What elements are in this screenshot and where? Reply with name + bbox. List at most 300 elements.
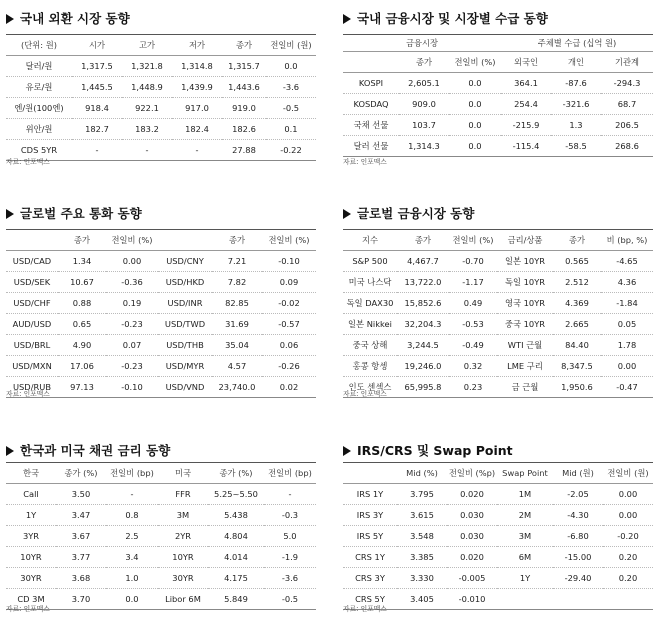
table-cell: 1,439.9 [172,77,222,98]
table-cell: 4.804 [208,526,264,547]
table-cell: 1,443.6 [222,77,266,98]
triangle-bullet-icon [343,446,351,456]
table-cell: 0.32 [449,356,497,377]
table-cell: -0.20 [603,526,653,547]
col-header: 개인 [551,52,601,73]
table-cell: 중국 상해 [343,335,397,356]
table-global-markets [343,229,653,398]
col-header: 종가 [397,230,449,251]
table-cell: 2.512 [553,272,601,293]
table-cell: USD/SEK [6,272,58,293]
table-cell: 1,448.9 [122,77,172,98]
table-cell: IRS 1Y [343,484,397,505]
table-cell: 3.548 [397,526,447,547]
table-cell: 254.4 [501,94,551,115]
table-cell: -0.10 [262,251,316,272]
col-header: 전일비 (bp) [106,463,158,484]
table-cell: 1,950.6 [561,382,593,392]
table-cell: - [95,145,99,155]
table-cell: USD/THB [158,335,212,356]
table-cell: LME 구리 [497,356,553,377]
table-cell: 0.020 [447,547,497,568]
table-cell: - [106,484,158,505]
table-cell: -2.05 [553,484,603,505]
table-global-currencies [6,229,316,398]
table-cell: 3.70 [71,594,91,604]
table-cell: 7.82 [212,272,262,293]
col-header: 종가 (%) [56,463,106,484]
col-header [158,230,212,251]
table-cell: 달러 선물 [353,141,389,151]
table-row [343,547,653,568]
table-row [6,119,316,140]
table-cell: 182.7 [72,119,122,140]
table-cell: KOSDAQ [343,94,399,115]
table-cell: 0.88 [58,293,106,314]
group-header: 주체별 수급 (십억 원) [501,35,653,52]
table-cell: 10.67 [58,272,106,293]
col-header: 전일비 (원) [603,463,653,484]
table-cell: 독일 DAX30 [343,293,397,314]
table-cell [497,589,553,610]
table-cell: -0.5 [281,594,299,604]
table-row [6,547,316,568]
table-cell: 미국 나스닥 [343,272,397,293]
table-cell: 65,995.8 [404,382,442,392]
table-cell: 2,605.1 [399,73,449,94]
table-cell: 1,314.8 [172,56,222,77]
table-cell: 0.05 [601,314,653,335]
table-cell: 1.0 [106,568,158,589]
col-header [343,52,399,73]
table-cell: 2.5 [106,526,158,547]
table-cell: 5.849 [224,594,248,604]
table-cell: 영국 10YR [497,293,553,314]
table-cell: KOSPI [343,73,399,94]
table-header-row [343,230,653,251]
table-cell: -15.00 [553,547,603,568]
table-cell: WTI 근월 [497,335,553,356]
table-row [343,251,653,272]
table-cell: 17.06 [58,356,106,377]
table-cell: -0.005 [447,568,497,589]
table-cell: 4.369 [553,293,601,314]
table-cell: -321.6 [551,94,601,115]
col-header: 종가 (%) [208,463,264,484]
table-cell: 27.88 [232,145,256,155]
table-cell: -29.40 [553,568,603,589]
table-cell: 0.0 [468,141,482,151]
table-cell: -0.57 [262,314,316,335]
table-cell: 중국 10YR [497,314,553,335]
col-header: 고가 [122,35,172,56]
table-cell: 독일 10YR [497,272,553,293]
col-header: 외국인 [501,52,551,73]
table-row [6,356,316,377]
source-note: 자료: 인포맥스 [6,158,50,166]
col-header [6,230,58,251]
table-cell: USD/TWD [158,314,212,335]
table-cell: 3.4 [106,547,158,568]
table-cell: 103.7 [399,115,449,136]
table-row [343,377,653,398]
panel-title: 한국과 미국 채권 금리 동향 [6,440,170,462]
table-header-row [6,230,316,251]
table-cell: 1.34 [58,251,106,272]
table-cell: CRS 1Y [343,547,397,568]
table-cell: 35.04 [212,335,262,356]
table-cell: USD/VND [165,382,205,392]
col-header: 전일비 (%) [106,230,158,251]
table-irs-crs-swap [343,462,653,610]
table-cell: 0.1 [266,119,316,140]
table-cell: 2.665 [553,314,601,335]
table-cell: 268.6 [615,141,639,151]
table-cell: 3.77 [56,547,106,568]
table-row [343,272,653,293]
table-row [6,98,316,119]
table-cell: 3.50 [56,484,106,505]
table-row [6,589,316,610]
col-header: 종가 [553,230,601,251]
table-cell: 0.20 [603,547,653,568]
table-cell: 5.438 [208,505,264,526]
table-cell: -215.9 [501,115,551,136]
table-cell [553,589,603,610]
col-header: 전일비 (%) [262,230,316,251]
table-cell: 0.0 [266,56,316,77]
table-row [343,136,653,157]
table-row [343,526,653,547]
table-cell: AUD/USD [6,314,58,335]
table-cell: USD/BRL [6,335,58,356]
group-header: 금융시장 [343,35,501,52]
table-row [6,335,316,356]
table-cell: 3.47 [56,505,106,526]
table-cell: - [145,145,149,155]
table-cell: -0.02 [262,293,316,314]
col-header: 전일비 (%p) [447,463,497,484]
table-cell: 위안/원 [6,119,72,140]
table-cell: -0.23 [106,356,158,377]
source-note: 자료: 인포맥스 [343,605,387,613]
table-header-row [343,52,653,73]
table-cell: -0.010 [458,594,486,604]
table-cell: -58.5 [565,141,587,151]
table-cell: 206.5 [601,115,653,136]
table-cell: 6M [497,547,553,568]
table-cell: 4.014 [208,547,264,568]
col-header: 전일비 (원) [266,35,316,56]
table-cell: -0.10 [121,382,143,392]
panel-title: 국내 금융시장 및 시장별 수급 동향 [343,8,548,30]
col-header: 종가 [399,52,449,73]
table-cell: 182.4 [172,119,222,140]
table-cell: S&P 500 [343,251,397,272]
table-cell: 3.615 [397,505,447,526]
table-domestic-market-flows [343,34,653,157]
table-cell: 0.00 [603,505,653,526]
table-cell: 5.25~5.50 [208,484,264,505]
table-row [6,314,316,335]
col-header: (단위: 원) [6,35,72,56]
table-cell: -0.70 [449,251,497,272]
col-header: 지수 [343,230,397,251]
panel-title: 국내 외환 시장 동향 [6,8,130,30]
col-header: Swap Point [497,463,553,484]
table-row [6,140,316,161]
table-cell: -0.36 [106,272,158,293]
table-cell: 0.19 [106,293,158,314]
table-cell: 일본 10YR [497,251,553,272]
triangle-bullet-icon [343,209,351,219]
table-cell: CD 3M [17,594,45,604]
table-cell: 1,314.3 [408,141,440,151]
table-cell: 0.02 [279,382,299,392]
table-cell: 0.06 [262,335,316,356]
table-cell: 909.0 [399,94,449,115]
table-cell: 인도 센섹스 [348,382,392,392]
table-cell: 홍콩 항셍 [343,356,397,377]
table-cell: 364.1 [501,73,551,94]
table-cell: -0.49 [449,335,497,356]
table-header-row [6,35,316,56]
table-cell: 4.57 [212,356,262,377]
panel-title: 글로벌 금융시장 동향 [343,203,474,225]
table-cell: -0.23 [106,314,158,335]
table-cell: 1.3 [551,115,601,136]
table-cell: 0.0 [449,94,501,115]
table-row [6,56,316,77]
table-cell: CRS 3Y [343,568,397,589]
table-header-row [6,463,316,484]
table-cell: 918.4 [72,98,122,119]
table-cell: 30YR [158,568,208,589]
table-cell: 0.565 [553,251,601,272]
table-row [343,115,653,136]
table-cell: 일본 Nikkei [343,314,397,335]
table-row [6,484,316,505]
table-cell: 국채 선물 [343,115,399,136]
table-cell: 15,852.6 [397,293,449,314]
source-note: 자료: 인포맥스 [6,605,50,613]
table-cell: 0.0 [449,73,501,94]
table-cell: 0.030 [447,505,497,526]
table-cell: 3.795 [397,484,447,505]
table-cell: 3.330 [397,568,447,589]
source-note: 자료: 인포맥스 [343,390,387,398]
table-cell: Libor 6M [165,594,201,604]
table-cell: 8,347.5 [553,356,601,377]
table-cell: -0.47 [616,382,638,392]
triangle-bullet-icon [6,446,14,456]
table-cell: -0.5 [266,98,316,119]
col-header [343,463,397,484]
table-row [343,73,653,94]
table-row [343,293,653,314]
col-header: 미국 [158,463,208,484]
table-cell: -1.17 [449,272,497,293]
col-header: 한국 [6,463,56,484]
table-cell: USD/INR [158,293,212,314]
table-cell: - [264,484,316,505]
table-row [343,94,653,115]
table-cell: 1Y [497,568,553,589]
table-cell: 0.020 [447,484,497,505]
col-header: 시가 [72,35,122,56]
table-group-header-row [343,35,653,52]
table-cell: 0.00 [603,484,653,505]
table-cell: 0.8 [106,505,158,526]
table-cell: -87.6 [551,73,601,94]
col-header: 금리/상품 [497,230,553,251]
col-header: 비 (bp, %) [601,230,653,251]
table-cell: -0.53 [449,314,497,335]
table-cell: 32,204.3 [397,314,449,335]
table-cell: 0.0 [449,115,501,136]
col-header: 종가 [212,230,262,251]
table-cell: 1,321.8 [122,56,172,77]
table-cell: 1.78 [601,335,653,356]
panel-title: 글로벌 주요 통화 동향 [6,203,142,225]
table-row [6,505,316,526]
table-row [343,568,653,589]
col-header: 저가 [172,35,222,56]
table-cell: -6.80 [553,526,603,547]
table-cell: 13,722.0 [397,272,449,293]
table-cell: 84.40 [553,335,601,356]
table-row [343,505,653,526]
table-cell: 0.49 [449,293,497,314]
table-row [6,251,316,272]
col-header: 전일비 (bp) [264,463,316,484]
table-cell: 23,740.0 [218,382,256,392]
table-row [343,314,653,335]
table-cell: Call [6,484,56,505]
table-cell: 3YR [6,526,56,547]
table-cell: 0.07 [106,335,158,356]
col-header: 종가 [58,230,106,251]
table-cell: CDS 5YR [20,145,58,155]
table-row [343,335,653,356]
table-cell: USD/CNY [158,251,212,272]
table-cell: 19,246.0 [397,356,449,377]
table-cell: 10YR [158,547,208,568]
table-cell: USD/RUB [12,382,52,392]
table-cell: 0.0 [125,594,139,604]
table-cell: 3.68 [56,568,106,589]
table-cell: 0.09 [262,272,316,293]
table-cell: 3M [497,526,553,547]
table-row [6,526,316,547]
table-cell: 4.90 [58,335,106,356]
table-cell: 922.1 [122,98,172,119]
table-cell: 3.385 [397,547,447,568]
table-cell: 10YR [6,547,56,568]
table-cell: CRS 5Y [355,594,385,604]
col-header: 기관계 [601,52,653,73]
table-cell: -3.6 [266,77,316,98]
table-row [6,293,316,314]
table-cell: 0.20 [603,568,653,589]
table-row [343,589,653,610]
table-header-row [343,463,653,484]
table-cell: 82.85 [212,293,262,314]
table-cell: FFR [158,484,208,505]
table-cell: IRS 5Y [343,526,397,547]
table-cell: 3.405 [410,594,434,604]
table-cell: -3.6 [264,568,316,589]
panel-title: IRS/CRS 및 Swap Point [343,440,513,462]
table-cell: 엔/원(100엔) [6,98,72,119]
table-cell: 0.00 [106,251,158,272]
table-cell: 0.23 [463,382,483,392]
table-cell: 7.21 [212,251,262,272]
col-header: 종가 [222,35,266,56]
table-cell: 달러/원 [6,56,72,77]
triangle-bullet-icon [343,14,351,24]
table-cell: -4.30 [553,505,603,526]
table-cell: 917.0 [172,98,222,119]
table-cell: 유로/원 [6,77,72,98]
source-note: 자료: 인포맥스 [6,390,50,398]
table-cell: USD/HKD [158,272,212,293]
table-cell: USD/CAD [6,251,58,272]
table-cell: USD/MYR [158,356,212,377]
table-cell: 1Y [6,505,56,526]
table-cell: 2M [497,505,553,526]
table-cell: 3.67 [56,526,106,547]
table-cell: 97.13 [70,382,94,392]
table-cell: 1,315.7 [222,56,266,77]
table-row [343,484,653,505]
table-cell: USD/CHF [6,293,58,314]
table-cell: -0.3 [264,505,316,526]
table-cell: 31.69 [212,314,262,335]
table-cell: 1,317.5 [72,56,122,77]
table-cell: 183.2 [122,119,172,140]
triangle-bullet-icon [6,209,14,219]
source-note: 자료: 인포맥스 [343,158,387,166]
table-cell: 4.36 [601,272,653,293]
table-cell: 1,445.5 [72,77,122,98]
table-cell: 0.00 [601,356,653,377]
table-cell: 5.0 [264,526,316,547]
table-cell: - [195,145,199,155]
table-row [6,377,316,398]
col-header: 전일비 (%) [449,230,497,251]
table-cell: 0.65 [58,314,106,335]
table-domestic-fx [6,34,316,161]
table-cell: 1M [497,484,553,505]
col-header: Mid (원) [553,463,603,484]
table-cell: 30YR [6,568,56,589]
table-cell: -0.22 [280,145,302,155]
table-cell: USD/MXN [6,356,58,377]
table-cell: IRS 3Y [343,505,397,526]
table-cell: 3M [158,505,208,526]
table-cell: -294.3 [601,73,653,94]
table-cell: 919.0 [222,98,266,119]
col-header: 전일비 (%) [449,52,501,73]
table-row [343,356,653,377]
table-cell: -1.84 [601,293,653,314]
table-cell: 0.030 [447,526,497,547]
table-cell: -0.26 [262,356,316,377]
table-cell: 182.6 [222,119,266,140]
table-row [6,568,316,589]
table-row [6,77,316,98]
